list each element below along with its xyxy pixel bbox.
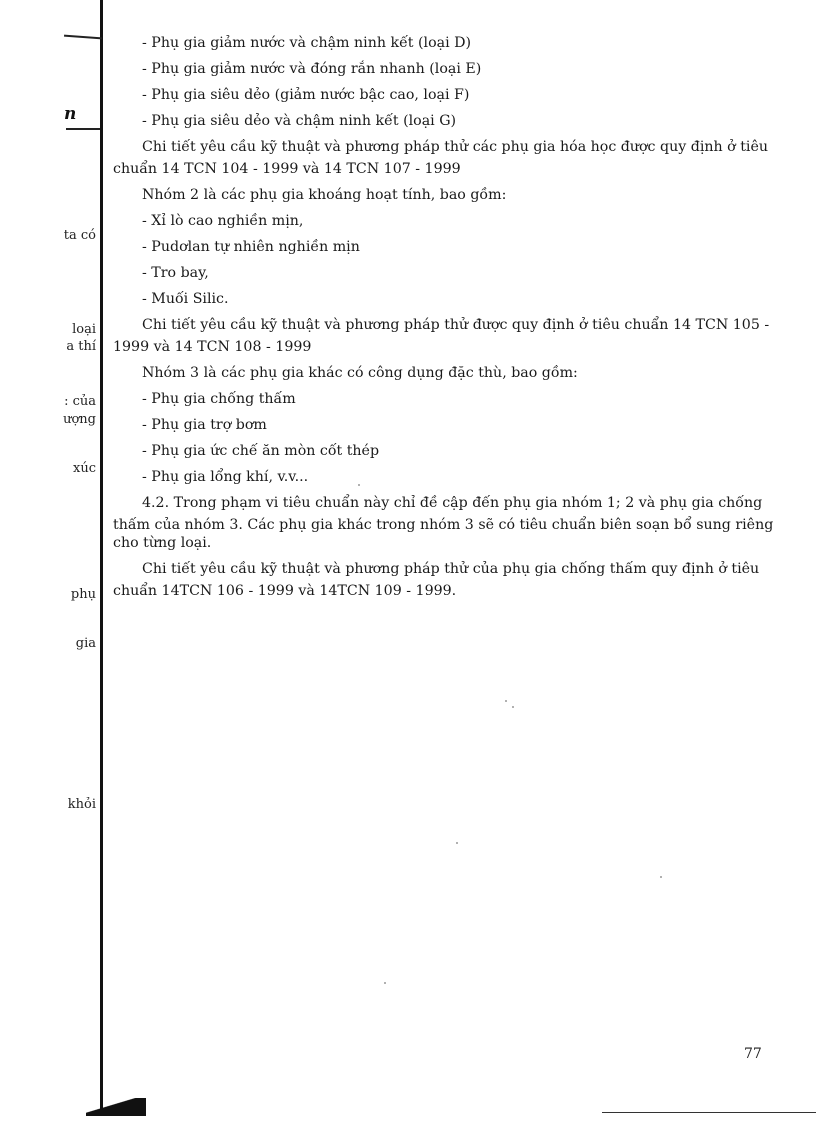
paragraph-line: chuẩn 14TCN 106 - 1999 và 14TCN 109 - 1999. [113,583,457,599]
margin-fragment: : của [64,394,96,409]
list-item: - Phụ gia lổng khí, v.v... [142,469,309,485]
list-item: - Tro bay, [142,265,209,281]
margin-letter: n [64,104,77,124]
margin-fragment: xúc [73,461,96,476]
list-item: - Phụ gia giảm nước và đóng rắn nhanh (loại E) [142,61,482,77]
list-item: - Phụ gia siêu dẻo và chậm ninh kết (loại G) [142,113,457,129]
list-item: - Phụ gia giảm nước và chậm ninh kết (loại D) [142,35,472,51]
paragraph-line: cho từng loại. [113,535,212,551]
margin-fragment: phụ [70,587,96,602]
paragraph-line: Chi tiết yêu cầu kỹ thuật và phương pháp thử của phụ gia chống thấm quy định ở tiêu [142,561,760,577]
list-item: - Phụ gia ức chế ăn mòn cốt thép [142,443,380,459]
paragraph-line: Chi tiết yêu cầu kỹ thuật và phương pháp thử được quy định ở tiêu chuẩn 14 TCN 105 - [142,317,770,333]
list-item: - Xỉ lò cao nghiền mịn, [142,213,304,229]
binding-foot [86,1098,146,1116]
list-item: - Phụ gia siêu dẻo (giảm nước bậc cao, loại F) [142,87,470,103]
scan-speck [384,982,386,984]
scan-speck [358,484,360,486]
binding-edge [100,0,103,1115]
paragraph-line: Nhóm 3 là các phụ gia khác có công dụng đặc thù, bao gồm: [142,365,578,381]
margin-fragment: gia [75,636,96,651]
margin-fragment: ượng [63,412,96,427]
page-number: 77 [744,1046,762,1062]
scan-speck [505,700,507,702]
margin-fragment: ta có [63,228,96,243]
margin-fragment: loại [72,322,96,337]
paragraph-line: Chi tiết yêu cầu kỹ thuật và phương pháp thử các phụ gia hóa học được quy định ở tiêu [142,139,768,155]
scan-speck [456,842,458,844]
scan-speck [660,876,662,878]
list-item: - Phụ gia chống thấm [142,391,296,407]
margin-fragment: khỏi [67,797,96,812]
paragraph-line: chuẩn 14 TCN 104 - 1999 và 14 TCN 107 - 1999 [113,161,461,177]
paragraph-line: thấm của nhóm 3. Các phụ gia khác trong nhóm 3 sẽ có tiêu chuẩn biên soạn bổ sung riêng [113,517,774,533]
list-item: - Phụ gia trợ bơm [142,417,267,433]
scan-speck [512,706,514,708]
paragraph-line: 4.2. Trong phạm vi tiêu chuẩn này chỉ đề cập đến phụ gia nhóm 1; 2 và phụ gia chống [142,495,763,511]
bottom-rule [602,1112,816,1113]
paragraph-line: Nhóm 2 là các phụ gia khoáng hoạt tính, bao gồm: [142,187,507,203]
binding-mark [64,35,102,40]
binding-mark [66,128,100,130]
margin-fragment: a thí [66,339,96,354]
document-body [113,30,773,600]
list-item: - Pudơlan tự nhiên nghiền mịn [142,239,360,255]
paragraph-line: 1999 và 14 TCN 108 - 1999 [113,339,312,355]
list-item: - Muối Silic. [142,291,229,307]
